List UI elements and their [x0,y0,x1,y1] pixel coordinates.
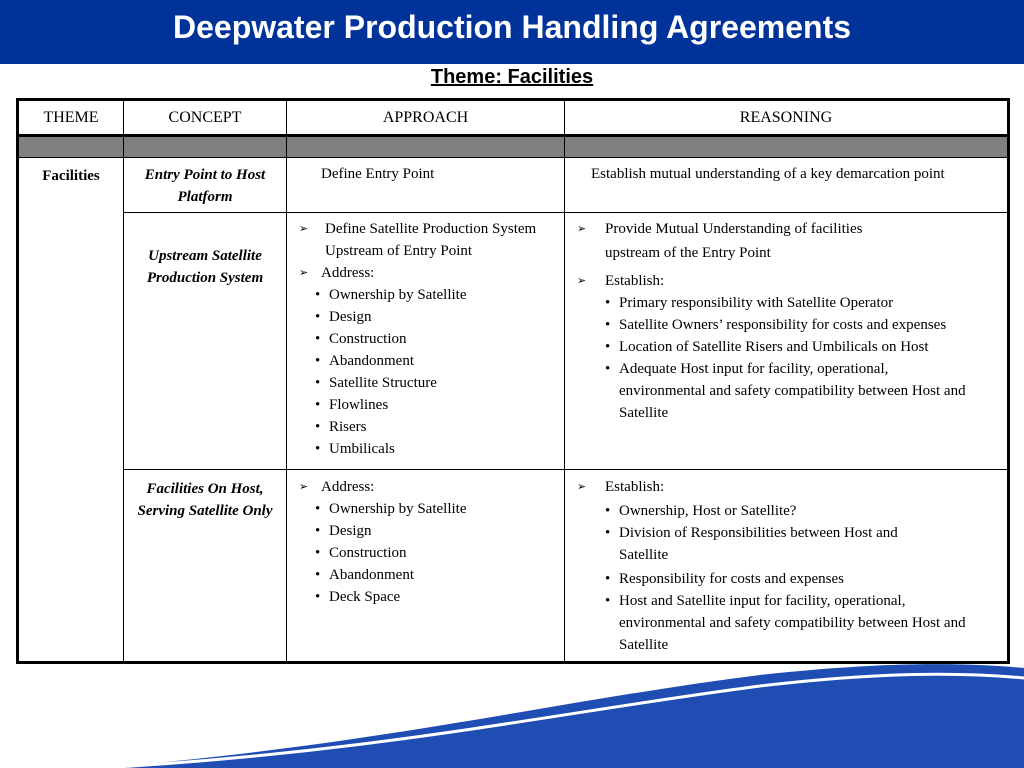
bullet-icon: • [315,567,321,583]
list-item: • Responsibility for costs and expenses [573,568,999,590]
arrow-bullet-icon: ➢ [577,275,587,287]
theme-cell: Facilities [18,158,124,663]
wave-shape [100,664,1024,768]
list-item: • Risers [295,416,556,438]
approach-cell [287,213,565,470]
list-item: • Ownership by Satellite [295,498,556,520]
list-item: • Satellite Owners’ responsibility for costs and expenses [573,314,999,336]
list-item: • Abandonment [295,350,556,372]
list-item: • Division of Responsibilities between Host and [573,522,999,544]
concept-cell: Facilities On Host, Serving Satellite Only [124,470,287,663]
concept-cell: Entry Point to Host Platform [124,158,287,213]
list-item-continuation: environmental and safety compatibility between Host and Satellite [619,383,966,421]
reasoning-cell [565,470,1009,663]
list-item: • Satellite Structure [295,372,556,394]
table-row [18,470,1009,663]
list-item: • Primary responsibility with Satellite Operator [573,292,999,314]
bullet-icon: • [315,419,321,435]
reasoning-cell [565,213,1009,470]
agreements-table [16,98,1010,664]
reasoning-text: Establish mutual understanding of a key demarcation point [591,166,945,182]
approach-cell [287,470,565,663]
header-row [18,100,1009,136]
list-item-continuation: Satellite [619,547,669,563]
arrow-bullet-icon: ➢ [299,267,309,279]
page-title: Deepwater Production Handling Agreements [172,8,852,45]
bullet-icon: • [315,441,321,457]
concept-cell: Upstream Satellite Production System [124,213,287,470]
bullet-icon: • [605,295,611,311]
list-item: • Construction [295,328,556,350]
list-item-continuation: environmental and safety compatibility between Host and Satellite [619,615,966,653]
bullet-icon: • [605,361,611,377]
arrow-bullet-icon: ➢ [299,481,309,493]
list-item: • Design [295,306,556,328]
separator-row [18,136,1009,158]
arrow-bullet-icon: ➢ [577,481,587,493]
list-item: ➢ Address: [295,262,556,284]
table-row [18,213,1009,470]
list-item-continuation: upstream of the Entry Point [605,245,771,261]
bullet-icon: • [605,317,611,333]
list-item: • Umbilicals [295,438,556,460]
list-item: • Construction [295,542,556,564]
bullet-icon: • [315,375,321,391]
bullet-icon: • [605,525,611,541]
bullet-icon: • [315,353,321,369]
list-item: • Flowlines [295,394,556,416]
list-item: • Deck Space [295,586,556,608]
list-item: • Location of Satellite Risers and Umbilicals on Host [573,336,999,358]
bullet-icon: • [315,309,321,325]
bullet-icon: • [315,523,321,539]
bullet-icon: • [315,331,321,347]
bullet-icon: • [315,397,321,413]
bullet-icon: • [605,571,611,587]
bullet-icon: • [605,503,611,519]
bullet-icon: • [315,501,321,517]
arrow-bullet-icon: ➢ [299,223,309,235]
theme-subtitle: Theme: Facilities [430,66,594,88]
table-row [18,158,1009,213]
list-item: • Adequate Host input for facility, operational, [573,358,999,380]
reasoning-cell [565,158,1009,213]
approach-cell [287,158,565,213]
wave-highlight [100,674,1024,768]
arrow-bullet-icon: ➢ [577,223,587,235]
column-header-concept: CONCEPT [124,100,287,136]
column-header-theme: THEME [18,100,124,136]
list-item: • Ownership, Host or Satellite? [573,500,999,522]
bullet-icon: • [605,593,611,609]
list-item: ➢ Provide Mutual Understanding of facilities [573,218,999,240]
bullet-icon: • [315,287,321,303]
list-item: • Abandonment [295,564,556,586]
bullet-icon: • [315,545,321,561]
list-item: ➢ Define Satellite Production System Upstream of Entry Point [295,218,556,262]
list-item: • Host and Satellite input for facility, operational, [573,590,999,612]
approach-text: Define Entry Point [321,166,435,182]
list-item: • Design [295,520,556,542]
title-bar [0,0,1024,64]
list-item: ➢ Establish: [573,270,999,292]
list-item: ➢ Address: [295,476,556,498]
list-item: ➢ Establish: [573,476,999,498]
bullet-icon: • [315,589,321,605]
bullet-icon: • [605,339,611,355]
list-item: • Ownership by Satellite [295,284,556,306]
column-header-reasoning: REASONING [565,100,1009,136]
column-header-approach: APPROACH [287,100,565,136]
